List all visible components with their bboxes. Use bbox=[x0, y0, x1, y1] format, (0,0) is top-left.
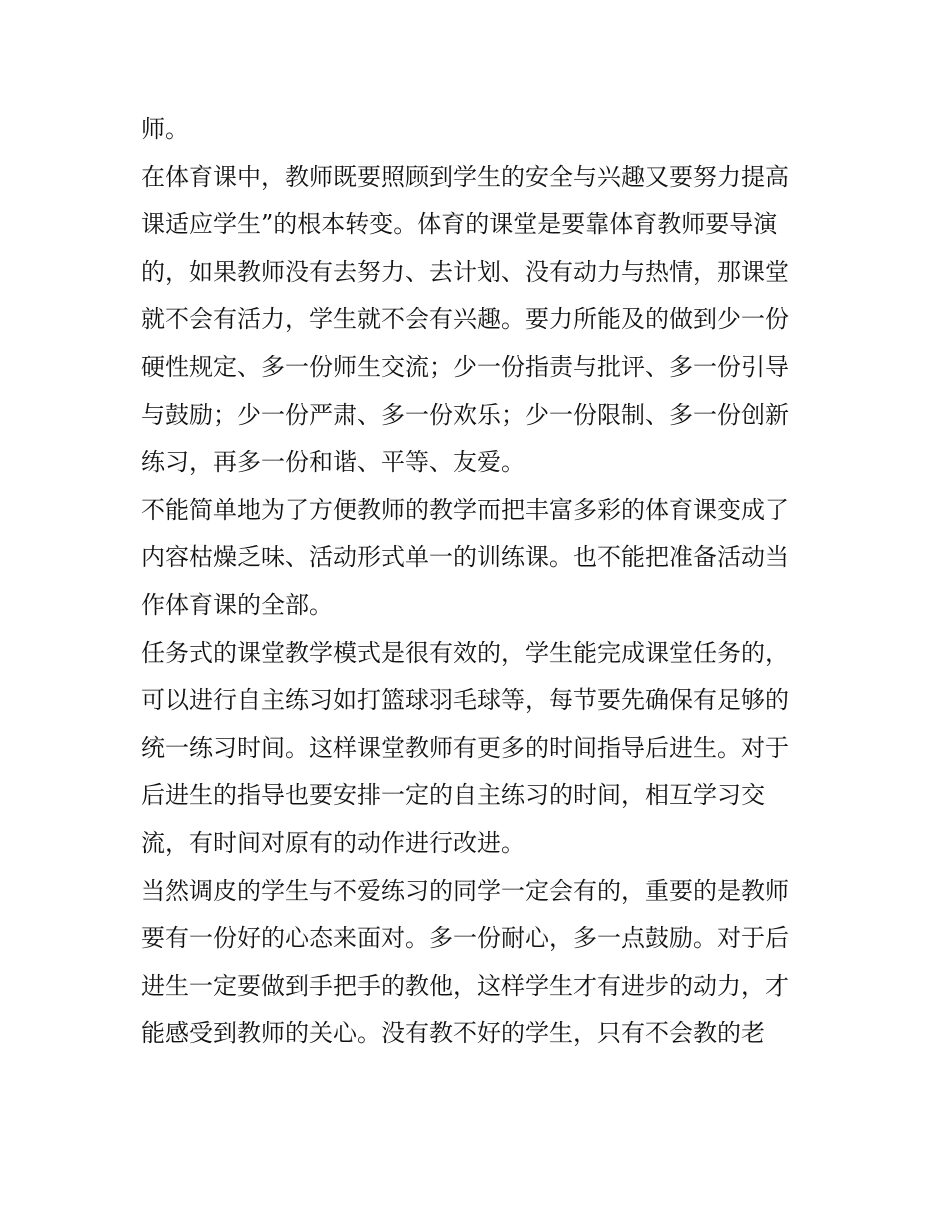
text-line: 课适应学生”的根本转变。体育的课堂是要靠体育教师要导演 bbox=[141, 210, 778, 239]
text-line: 师。 bbox=[141, 115, 189, 143]
text-line: 后进生的指导也要安排一定的自主练习的时间，相互学习交 bbox=[141, 781, 765, 810]
text-line: 就不会有活力，学生就不会有兴趣。要力所能及的做到少一份 bbox=[141, 305, 789, 334]
text-line: 作体育课的全部。 bbox=[141, 590, 333, 619]
text-line: 当然调皮的学生与不爱练习的同学一定会有的，重要的是教师 bbox=[141, 876, 789, 905]
text-line: 练习，再多一份和谐、平等、友爱。 bbox=[141, 448, 525, 477]
text-line: 在体育课中，教师既要照顾到学生的安全与兴趣又要努力提高 bbox=[141, 162, 789, 191]
text-line: 统一练习时间。这样课堂教师有更多的时间指导后进生。对于 bbox=[141, 733, 789, 762]
text-line: 内容枯燥乏味、活动形式单一的训练课。也不能把准备活动当 bbox=[141, 543, 789, 572]
text-line: 任务式的课堂教学模式是很有效的，学生能完成课堂任务的， bbox=[141, 638, 789, 667]
text-line: 流，有时间对原有的动作进行改进。 bbox=[141, 828, 525, 857]
text-line: 硬性规定、多一份师生交流；少一份指责与批评、多一份引导 bbox=[141, 352, 789, 381]
text-line: 与鼓励；少一份严肃、多一份欢乐；少一份限制、多一份创新 bbox=[141, 400, 789, 429]
body-text bbox=[141, 106, 813, 1058]
text-line: 能感受到教师的关心。没有教不好的学生，只有不会教的老 bbox=[141, 1019, 765, 1048]
text-line: 的，如果教师没有去努力、去计划、没有动力与热情，那课堂 bbox=[141, 257, 789, 286]
text-line: 不能简单地为了方便教师的教学而把丰富多彩的体育课变成了 bbox=[141, 495, 789, 524]
text-line: 可以进行自主练习如打篮球羽毛球等，每节要先确保有足够的 bbox=[141, 686, 789, 715]
text-line: 要有一份好的心态来面对。多一份耐心，多一点鼓励。对于后 bbox=[141, 924, 789, 953]
text-line: 进生一定要做到手把手的教他，这样学生才有进步的动力，才 bbox=[141, 971, 789, 1000]
